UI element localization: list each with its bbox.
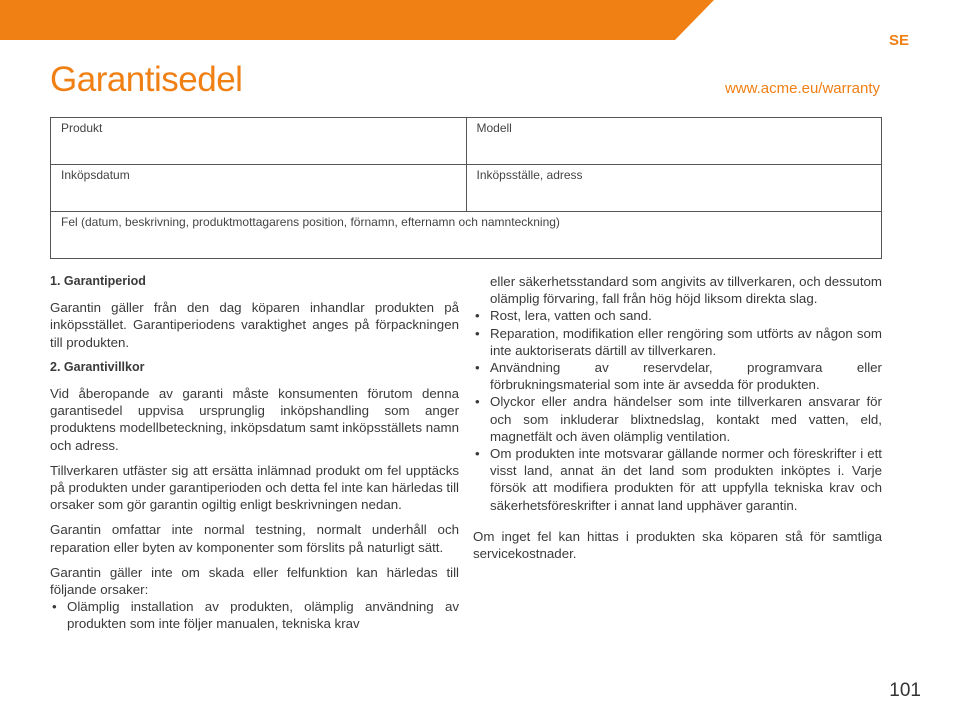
warranty-url[interactable]: www.acme.eu/warranty — [724, 80, 880, 97]
page-title: Garantisedel — [50, 60, 243, 99]
form-row — [51, 165, 882, 212]
left-column — [50, 273, 459, 633]
right-column — [473, 273, 882, 570]
paragraph: Tillverkaren utfäster sig att ersätta inlämnad produkt om fel upptäcks på produkten under garantiperioden och detta fel inte kan härledas till orsaker som gör garantin ogiltig enligt beskrivningen nedan. — [50, 462, 459, 513]
model-label: Modell — [476, 121, 512, 135]
purchase-place-field[interactable] — [466, 165, 882, 212]
product-label: Produkt — [61, 121, 103, 135]
bullet-icon: • — [475, 394, 480, 410]
paragraph: Garantin omfattar inte normal testning, normalt underhåll och reparation eller byten av komponenter som förslits på naturligt sätt. — [50, 522, 459, 555]
purchase-date-field[interactable] — [51, 165, 467, 212]
model-field[interactable] — [466, 118, 882, 165]
form-row — [51, 118, 882, 165]
defect-label: Fel (datum, beskrivning, produktmottagarens position, förnamn, efternamn och namnteckning) — [61, 215, 560, 229]
list-item: • Reparation, modifikation eller rengöring som utförts av någon som inte auktoriserats därtill av tillverkaren. — [475, 325, 882, 358]
exclusion-list — [473, 307, 882, 513]
list-item: • Om produkten inte motsvarar gällande normer och föreskrifter i ett visst land, annat än det land som produkten inköptes i. Varje försök att modifiera produkten för att uppfylla tekniska krav och säkerhetsföreskrifter i annat land upphäver garantin. — [475, 446, 882, 513]
warranty-form — [50, 117, 882, 259]
product-field[interactable] — [51, 118, 467, 165]
spacer — [473, 514, 882, 528]
bullet-icon: • — [52, 599, 57, 615]
defect-field[interactable] — [51, 212, 882, 259]
purchase-date-label: Inköpsdatum — [61, 168, 130, 182]
list-item: • Användning av reservdelar, programvara eller förbrukningsmaterial som inte är avsedda för produkten. — [475, 360, 882, 393]
list-item-continuation: eller säkerhetsstandard som angivits av tillverkaren, och dessutom olämplig förvaring, fall från hög höjd liksom direkta slag. — [490, 274, 882, 307]
paragraph: Garantin gäller från den dag köparen inhandlar produkten på inköpsstället. Garantiperiodens varaktighet anges på förpackningen till produkten. — [50, 300, 459, 350]
paragraph: Vid åberopande av garanti måste konsumenten förutom denna garantisedel uppvisa ursprunglig inköpshandling som anger produktens modellbeteckning, inköpsdatum samt inköpsställets namn och adress. — [50, 386, 459, 453]
section-heading-warranty-terms: 2. Garantivillkor — [50, 359, 145, 374]
header-accent-band — [0, 0, 954, 40]
list-item: • Olämplig installation av produkten, olämplig användning av produkten som inte följer manualen, tekniska krav — [52, 599, 459, 632]
bullet-icon: • — [475, 308, 480, 324]
paragraph: Om inget fel kan hittas i produkten ska köparen stå för samtliga servicekostnader. — [473, 528, 882, 562]
purchase-place-label: Inköpsställe, adress — [476, 168, 583, 182]
bullet-icon: • — [475, 360, 480, 376]
list-item: • Rost, lera, vatten och sand. — [475, 308, 652, 324]
language-code: SE — [889, 32, 910, 49]
paragraph: Garantin gäller inte om skada eller felfunktion kan härledas till följande orsaker: — [50, 564, 459, 598]
exclusion-list — [50, 598, 459, 632]
section-heading-warranty-period: 1. Garantiperiod — [50, 274, 146, 288]
bullet-icon: • — [475, 325, 480, 341]
bullet-icon: • — [475, 446, 480, 462]
list-item: • Olyckor eller andra händelser som inte tillverkaren ansvarar för och som inkluderar blixtnedslag, kontakt med vatten, eld, magnetfält och även olämplig ventilation. — [475, 394, 882, 444]
form-row — [51, 212, 882, 259]
page-number: 101 — [889, 680, 921, 701]
